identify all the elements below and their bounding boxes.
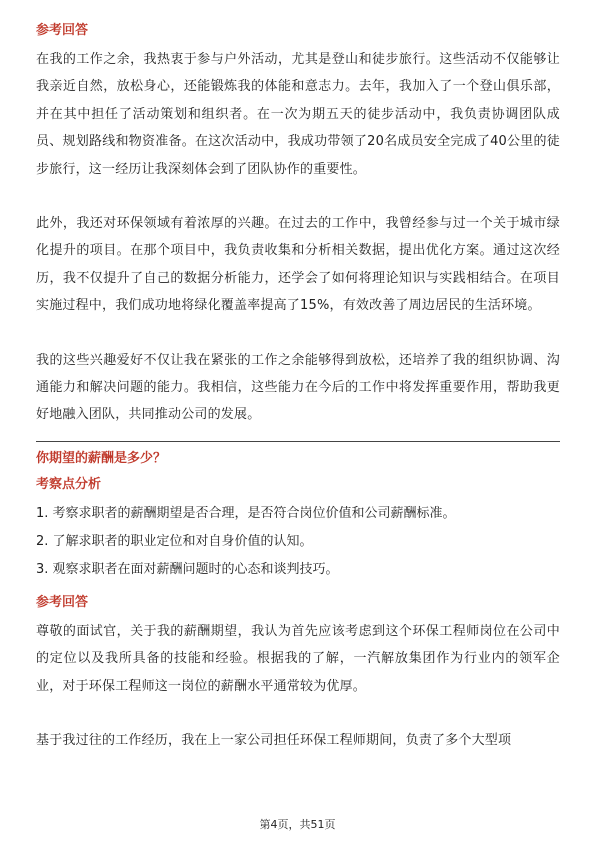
answer-paragraph: 我的这些兴趣爱好不仅让我在紧张的工作之余能够得到放松，还培养了我的组织协调、沟通能力和解决问题的能力。我相信，这些能力在今后的工作中将发挥重要作用，帮助我更好地融入团队，共同推动公司的发展。 [36,352,560,423]
answer-paragraph: 尊敬的面试官，关于我的薪酬期望，我认为首先应该考虑到这个环保工程师岗位在公司中的定位以及我所具备的技能和经验。根据我的了解，一汽解放集团作为行业内的领军企业，对于环保工程师这一岗位的薪酬水平通常较为优厚。 [36,623,560,694]
answer-paragraph: 此外，我还对环保领域有着浓厚的兴趣。在过去的工作中，我曾经参与过一个关于城市绿化提升的项目。在那个项目中，我负责收集和分析相关数据，提出优化方案。通过这次经历，我不仅提升了自己的数据分析能力，还学会了如何将理论知识与实践相结合。在项目实施过程中，我们成功地将绿化覆盖率提高了15%，有效改善了周边居民的生活环境。 [36,216,560,314]
analysis-point: 1. 考察求职者的薪酬期望是否合理，是否符合岗位价值和公司薪酬标准。 [36,505,456,521]
answer-paragraph: 基于我过往的工作经历，我在上一家公司担任环保工程师期间，负责了多个大型项 [36,733,512,749]
reference-answer-heading: 参考回答 [36,594,89,610]
page-content [36,22,560,755]
question-title: 你期望的薪酬是多少？ [36,450,167,466]
analysis-heading: 考察点分析 [36,476,102,492]
reference-answer-heading: 参考回答 [36,23,89,38]
answer-paragraph: 在我的工作之余，我热衷于参与户外活动，尤其是登山和徒步旅行。这些活动不仅能够让我亲近自然，放松身心，还能锻炼我的体能和意志力。去年，我加入了一个登山俱乐部，并在其中担任了活动策划和组织者。在一次为期五天的徒步活动中，我负责协调团队成员、规划路线和物资准备。在这次活动中，我成功带领了20名成员安全完成了40公里的徒步旅行，这一经历让我深刻体会到了团队协作的重要性。 [36,52,560,177]
page-number: 第4页，共51页 [259,818,336,831]
section-divider [36,441,560,442]
analysis-point: 2. 了解求职者的职业定位和对自身价值的认知。 [36,533,313,549]
analysis-point: 3. 观察求职者在面对薪酬问题时的心态和谈判技巧。 [36,561,339,577]
